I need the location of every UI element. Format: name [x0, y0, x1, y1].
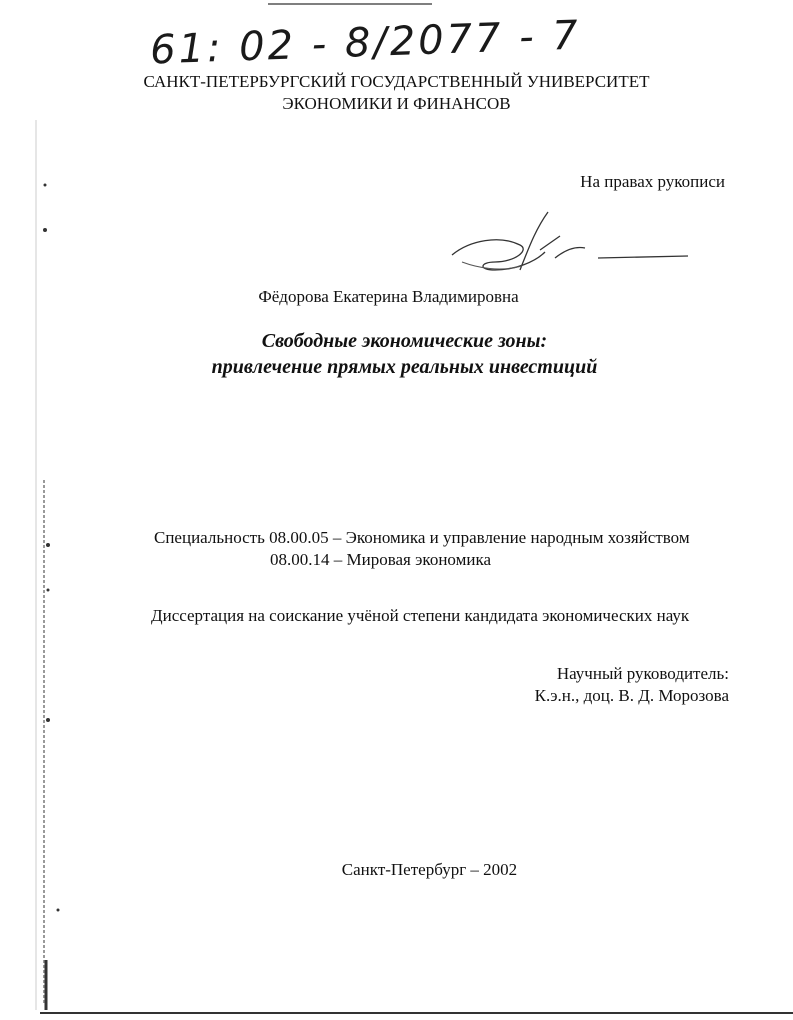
city-year: Санкт-Петербург – 2002	[341, 860, 518, 879]
university-name-line1: САНКТ-ПЕТЕРБУРГСКИЙ ГОСУДАРСТВЕННЫЙ УНИВЕРСИТЕТ	[143, 72, 650, 91]
supervisor-name: К.э.н., доц. В. Д. Морозова	[534, 686, 729, 705]
archive-code: 61: 02 - 8/2077 - 7	[149, 12, 582, 74]
specialty-line1: Специальность 08.00.05 – Экономика и управление народным хозяйством	[154, 528, 690, 547]
author-name: Фёдорова Екатерина Владимировна	[258, 287, 519, 306]
dissertation-degree: Диссертация на соискание учёной степени кандидата экономических наук	[151, 606, 690, 625]
manuscript-note: На правах рукописи	[580, 172, 725, 191]
dissertation-title-line2: привлечение прямых реальных инвестиций	[211, 356, 598, 378]
supervisor-label: Научный руководитель:	[556, 664, 729, 683]
specialty-line2: 08.00.14 – Мировая экономика	[270, 550, 491, 569]
dissertation-title-line1: Свободные экономические зоны:	[261, 330, 548, 352]
university-name-line2: ЭКОНОМИКИ И ФИНАНСОВ	[282, 94, 511, 113]
